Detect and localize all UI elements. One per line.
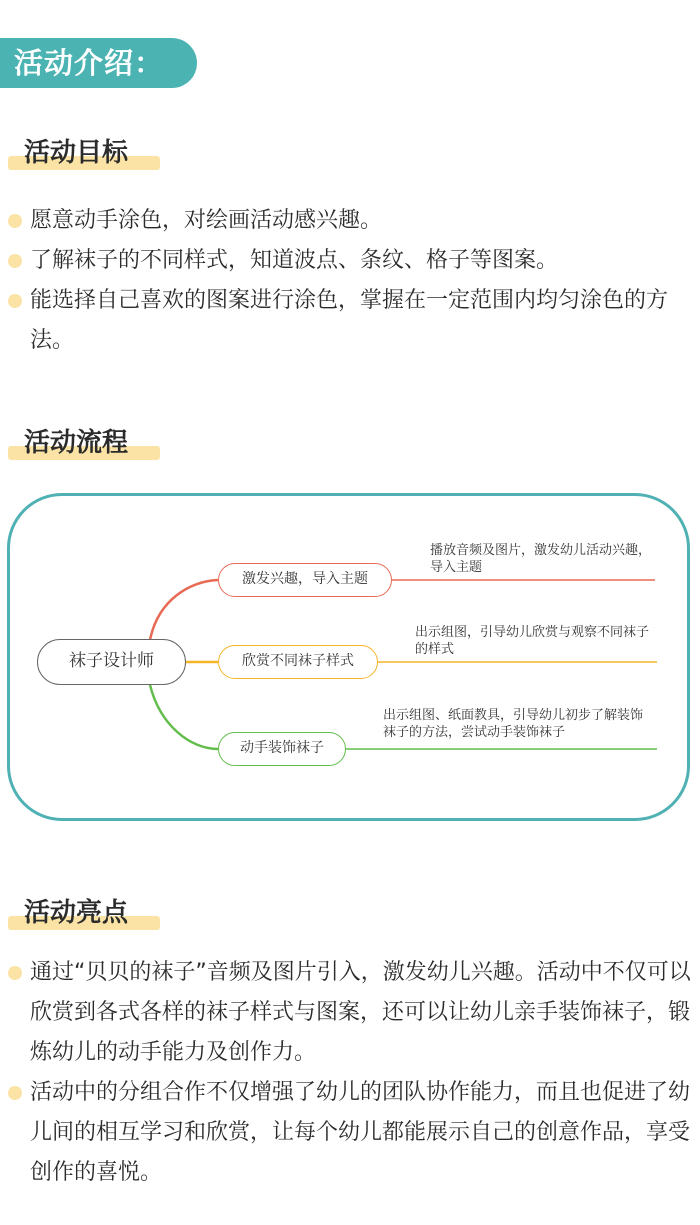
- section-header-tab: 活动介绍：: [0, 38, 197, 88]
- highlights-list: [0, 953, 700, 1193]
- goals-title-text: 活动目标: [24, 138, 129, 168]
- list-item-text: 愿意动手涂色，对绘画活动感兴趣。: [30, 208, 383, 233]
- list-item-text: 能选择自己喜欢的图案进行涂色，掌握在一定范围内均匀涂色的方法。: [30, 288, 669, 353]
- mindmap-root-node: 袜子设计师: [37, 639, 186, 685]
- mindmap-note-2: 出示组图，引导幼儿欣赏与观察不同袜子的样式: [415, 625, 650, 657]
- list-item-text: 了解袜子的不同样式，知道波点、条纹、格子等图案。: [30, 248, 559, 273]
- mindmap-branch-2: 欣赏不同袜子样式: [218, 645, 378, 679]
- connector-green: [150, 685, 218, 749]
- mindmap-branch-3: 动手装饰袜子: [218, 732, 346, 766]
- highlights-section-title: [8, 896, 160, 932]
- bullet-dot-icon: [8, 1086, 22, 1100]
- bullet-dot-icon: [8, 966, 22, 980]
- connector-red: [150, 580, 218, 640]
- list-item-text: 活动中的分组合作不仅增强了幼儿的团队协作能力，而且也促进了幼儿间的相互学习和欣赏，让每个幼儿都能展示自己的创意作品，享受创作的喜悦。: [30, 1080, 691, 1185]
- list-item: [0, 953, 700, 1073]
- mindmap-note-3: 出示组图、纸面教具，引导幼儿初步了解装饰袜子的方法，尝试动手装饰袜子: [383, 708, 644, 740]
- list-item: [0, 1073, 700, 1193]
- process-title-text: 活动流程: [24, 428, 129, 458]
- mindmap-branch-1: 激发兴趣，导入主题: [218, 563, 392, 597]
- list-item-text: 通过“贝贝的袜子”音频及图片引入，激发幼儿兴趣。活动中不仅可以欣赏到各式各样的袜子样式与图案，还可以让幼儿亲手装饰袜子，锻炼幼儿的动手能力及创作力。: [30, 960, 691, 1065]
- highlights-title-text: 活动亮点: [24, 898, 129, 928]
- mindmap-note-1: 播放音频及图片，激发幼儿活动兴趣，导入主题: [430, 543, 652, 575]
